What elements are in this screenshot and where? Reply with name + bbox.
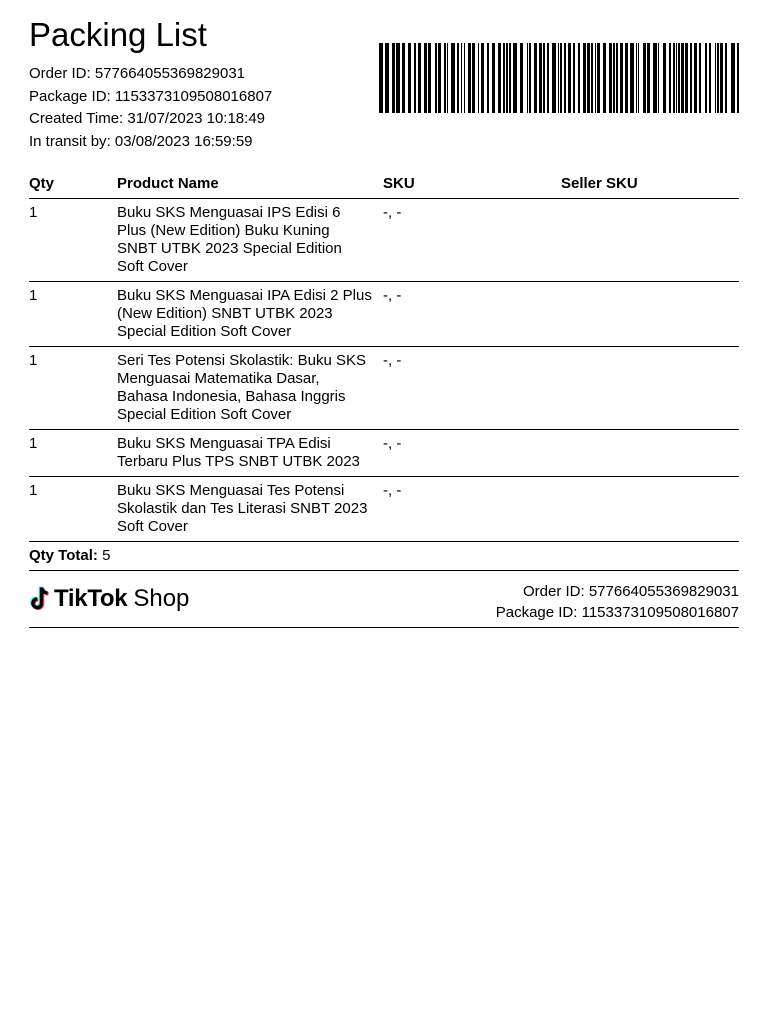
barcode-bar <box>694 43 697 113</box>
barcode-bar <box>487 43 489 113</box>
row-qty: 1 <box>29 435 38 452</box>
row-product-name: Buku SKS Menguasai IPS Edisi 6 Plus (New Edition) Buku Kuning SNBT UTBK 2023 Special Edition Soft Cover <box>117 204 342 275</box>
barcode-bar <box>503 43 505 113</box>
package-id: Package ID: 1153373109508016807 <box>29 87 273 105</box>
barcode-bar <box>529 43 531 113</box>
order-meta <box>29 63 272 154</box>
barcode-bar <box>681 43 684 113</box>
barcode-bar <box>705 43 707 113</box>
brand-name: TikTok <box>54 585 128 612</box>
barcode-bar <box>669 43 671 113</box>
barcode-bar <box>468 43 471 113</box>
qty-total <box>29 542 739 571</box>
barcode-bar <box>609 43 612 113</box>
barcode-bar <box>573 43 575 113</box>
barcode-bar <box>543 43 545 113</box>
table-row <box>29 282 739 347</box>
barcode-bar <box>564 43 566 113</box>
table-row <box>29 347 739 430</box>
barcode-bar <box>715 43 716 113</box>
header-product-name: Product Name <box>117 175 219 192</box>
page-title: Packing List <box>29 16 207 53</box>
barcode-bar <box>547 43 549 113</box>
row-qty: 1 <box>29 352 38 369</box>
barcode-bar <box>568 43 571 113</box>
row-sku: -, - <box>383 482 402 499</box>
table-row <box>29 477 739 542</box>
barcode-bar <box>435 43 437 113</box>
barcode-bar <box>717 43 719 113</box>
barcode-bar <box>402 43 405 113</box>
barcode-bar <box>613 43 615 113</box>
barcode-bar <box>720 43 723 113</box>
footer <box>29 571 739 628</box>
barcode-bar <box>690 43 692 113</box>
barcode-bar <box>595 43 596 113</box>
barcode-bar <box>643 43 646 113</box>
barcode-bar <box>509 43 511 113</box>
barcode-bar <box>506 43 508 113</box>
table-row <box>29 430 739 477</box>
barcode-bar <box>534 43 537 113</box>
barcode-bar <box>658 43 659 113</box>
row-sku: -, - <box>383 435 402 452</box>
barcode-bar <box>591 43 593 113</box>
barcode-bar <box>464 43 465 113</box>
barcode-bar <box>418 43 421 113</box>
barcode-bar <box>673 43 675 113</box>
barcode-bar <box>597 43 600 113</box>
barcode-bar <box>481 43 484 113</box>
barcode-bar <box>552 43 556 113</box>
barcode-bar <box>424 43 427 113</box>
barcode-bar <box>731 43 735 113</box>
row-product-name: Seri Tes Potensi Skolastik: Buku SKS Menguasai Matematika Dasar, Bahasa Indonesia, Bahasa Inggris Special Edition Soft Cover <box>117 352 367 423</box>
barcode-bar <box>587 43 590 113</box>
barcode-bar <box>414 43 416 113</box>
barcode-bar <box>620 43 623 113</box>
barcode-bar <box>709 43 711 113</box>
barcode-bar <box>396 43 400 113</box>
barcode-bar <box>647 43 650 113</box>
row-sku: -, - <box>383 352 402 369</box>
barcode-bar <box>447 43 448 113</box>
header-sku: SKU <box>383 175 415 192</box>
barcode-bar <box>678 43 680 113</box>
barcode-bar <box>444 43 446 113</box>
barcode-bar <box>472 43 475 113</box>
barcode-icon <box>379 43 739 113</box>
barcode-bar <box>461 43 462 113</box>
tiktok-logo-icon <box>29 586 51 612</box>
barcode-bar <box>451 43 455 113</box>
barcode-bar <box>539 43 542 113</box>
barcode-bar <box>392 43 395 113</box>
barcode-bar <box>558 43 559 113</box>
barcode-bar <box>583 43 586 113</box>
in-transit-by: In transit by: 03/08/2023 16:59:59 <box>29 133 253 151</box>
row-product-name: Buku SKS Menguasai TPA Edisi Terbaru Plus TPS SNBT UTBK 2023 <box>117 435 360 470</box>
row-sku: -, - <box>383 204 402 221</box>
barcode-bar <box>699 43 701 113</box>
barcode-bar <box>408 43 411 113</box>
created-time: Created Time: 31/07/2023 10:18:49 <box>29 110 266 128</box>
barcode-bar <box>676 43 677 113</box>
qty-total-value: 5 <box>102 547 111 564</box>
barcode-bar <box>457 43 459 113</box>
row-product-name: Buku SKS Menguasai Tes Potensi Skolastik dan Tes Literasi SNBT 2023 Soft Cover <box>117 482 368 535</box>
barcode-bar <box>603 43 606 113</box>
footer-package-id: Package ID: 1153373109508016807 <box>495 604 739 621</box>
packing-table <box>29 174 739 628</box>
barcode-bar <box>625 43 628 113</box>
header-seller-sku: Seller SKU <box>561 175 638 192</box>
barcode-bar <box>498 43 501 113</box>
barcode-bar <box>379 43 383 113</box>
barcode-bar <box>513 43 517 113</box>
barcode-bar <box>478 43 479 113</box>
barcode-bar <box>663 43 666 113</box>
barcode-bar <box>636 43 637 113</box>
barcode-bar <box>527 43 528 113</box>
barcode-bar <box>653 43 657 113</box>
brand-sub: Shop <box>133 585 190 612</box>
barcode-bar <box>578 43 580 113</box>
barcode-bar <box>737 43 739 113</box>
barcode-bar <box>725 43 727 113</box>
row-product-name: Buku SKS Menguasai IPA Edisi 2 Plus (New Edition) SNBT UTBK 2023 Special Edition Soft Cover <box>117 287 372 340</box>
table-row <box>29 199 739 282</box>
row-qty: 1 <box>29 482 38 499</box>
barcode-bar <box>638 43 639 113</box>
barcode-bar <box>428 43 431 113</box>
barcode-bar <box>630 43 634 113</box>
order-id: Order ID: 577664055369829031 <box>29 65 246 82</box>
table-header <box>29 174 739 199</box>
barcode-bar <box>492 43 495 113</box>
barcode-bar <box>685 43 688 113</box>
barcode-bar <box>560 43 562 113</box>
tiktok-shop-logo <box>29 584 189 614</box>
barcode-bar <box>520 43 523 113</box>
row-qty: 1 <box>29 204 38 221</box>
header-qty: Qty <box>29 175 55 192</box>
qty-total-label: Qty Total: <box>29 547 98 564</box>
barcode-bar <box>616 43 618 113</box>
barcode-bar <box>385 43 389 113</box>
footer-ids <box>496 581 739 623</box>
row-sku: -, - <box>383 287 402 304</box>
footer-order-id: Order ID: 577664055369829031 <box>522 583 739 600</box>
barcode-bar <box>438 43 441 113</box>
row-qty: 1 <box>29 287 38 304</box>
